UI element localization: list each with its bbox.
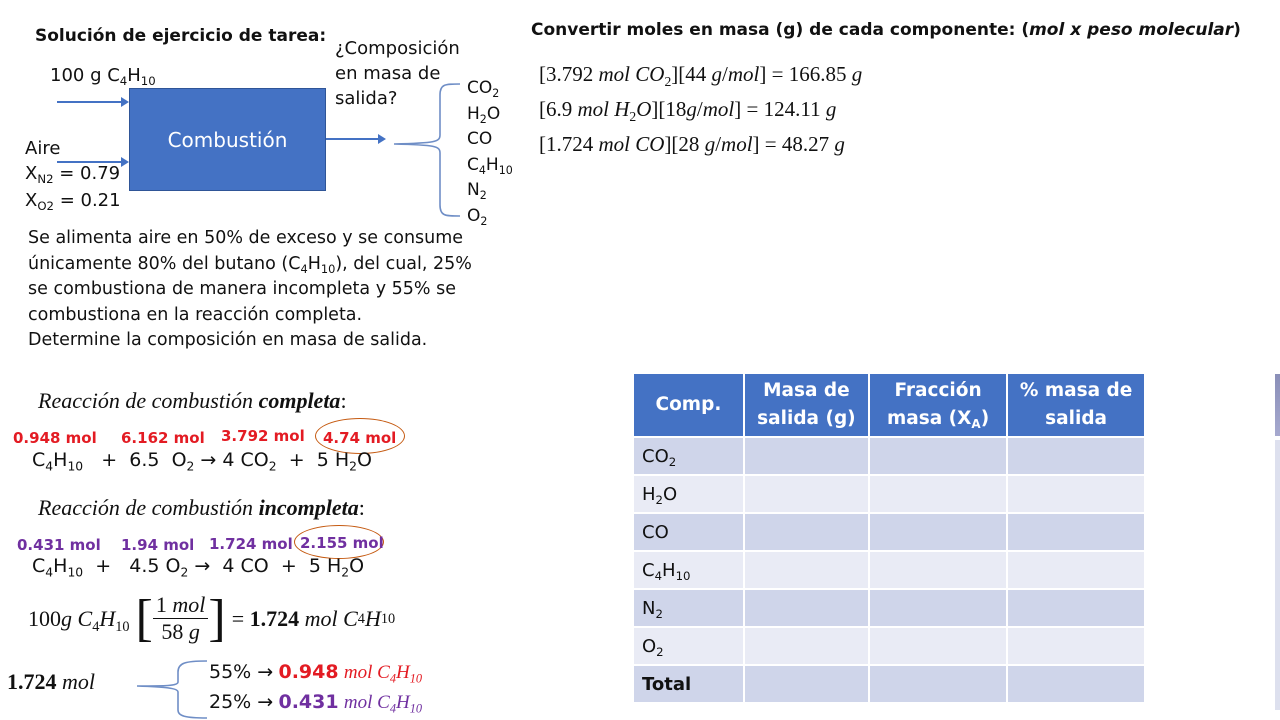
cell-fraccion xyxy=(870,552,1006,588)
cell-masa xyxy=(745,666,868,702)
outlet-n2: $N_2$ xyxy=(467,180,487,202)
combustion-box: Combustión xyxy=(129,88,326,191)
cell-porcentaje xyxy=(1008,590,1144,626)
incomplete-mol-co: 1.724 mol xyxy=(209,535,293,553)
cell-comp: $O_2$ xyxy=(634,628,743,664)
cell-fraccion xyxy=(870,628,1006,664)
incomplete-reaction-equation: $C_4H_{10} + 4.5$ $O_2 \to 4$ CO + 5 $H_2O$ xyxy=(32,555,365,580)
cell-masa xyxy=(745,476,868,512)
cell-fraccion xyxy=(870,514,1006,550)
cell-porcentaje xyxy=(1008,514,1144,550)
air-label: Aire xyxy=(25,138,61,159)
cell-masa xyxy=(745,552,868,588)
split-brace-icon xyxy=(135,658,210,720)
incomplete-mol-h2o: 2.155 mol xyxy=(300,534,384,552)
cell-fraccion xyxy=(870,476,1006,512)
table-row xyxy=(634,514,1144,550)
cell-fraccion xyxy=(870,666,1006,702)
brace-icon xyxy=(390,80,470,222)
cell-comp: $N_2$ xyxy=(634,590,743,626)
outlet-co2: $CO_2$ xyxy=(467,78,500,100)
cell-comp: Total xyxy=(634,666,743,702)
cell-porcentaje xyxy=(1008,438,1144,474)
cell-porcentaje xyxy=(1008,628,1144,664)
slide-title: Solución de ejercicio de tarea: xyxy=(35,26,327,46)
cell-masa xyxy=(745,590,868,626)
conversion-co2: [3.792 mol $CO_2][44$ g/mol] = 166.85 g xyxy=(539,62,863,89)
complete-reaction-equation: $C_4H_{10} + 6.5$ $O_2 \to 4$ $CO_2 + 5$ $H_2O$ xyxy=(32,449,372,474)
cell-porcentaje xyxy=(1008,476,1144,512)
table-header-row xyxy=(634,374,1144,436)
table-row xyxy=(634,438,1144,474)
feed-arrow-icon xyxy=(57,101,127,103)
cell-comp: $CO_2$ xyxy=(634,438,743,474)
complete-mol-h2o: 4.74 mol xyxy=(323,429,397,447)
header-masa: Masa de salida (g) xyxy=(745,374,868,436)
header-porcentaje: % masa de salida xyxy=(1008,374,1144,436)
complete-mol-c4h10: 0.948 mol xyxy=(13,429,97,447)
table-row xyxy=(634,552,1144,588)
header-comp: Comp. xyxy=(634,374,743,436)
complete-mol-o2: 6.162 mol xyxy=(121,429,205,447)
problem-statement: Se alimenta aire en 50% de exceso y se consume únicamente 80% del butano $(C_4H_{10})$, del cual, 25% se combustiona de manera incompleta y 55% se combustiona en la reacción completa. Determine la composición en masa de salida. xyxy=(28,228,472,350)
incomplete-mol-o2: 1.94 mol xyxy=(121,536,195,554)
incomplete-mol-c4h10: 0.431 mol xyxy=(17,536,101,554)
mass-composition-table xyxy=(632,372,1146,704)
outlet-arrow-icon xyxy=(326,138,384,140)
composition-question: ¿Composición en masa de salida? xyxy=(335,38,460,109)
conversion-h2o: [6.9 mol $H_2O][18g/mol] = 124.11$ g xyxy=(539,97,837,124)
feed-label: 100 g $C_4H_{10}$ xyxy=(50,65,156,89)
cell-fraccion xyxy=(870,438,1006,474)
split-25: 25% → 0.431 mol $C_4H_{10}$ xyxy=(209,691,423,716)
split-total: 1.724 mol xyxy=(7,669,95,694)
cell-comp: $H_2O$ xyxy=(634,476,743,512)
edge-artifact xyxy=(1275,374,1280,436)
conversion-co: [1.724 mol CO][28 g/mol] = 48.27 g xyxy=(539,132,845,156)
header-fraccion: Fracción masa $(X_A)$ xyxy=(870,374,1006,436)
cell-masa xyxy=(745,438,868,474)
outlet-co: CO xyxy=(467,129,493,149)
mole-calculation: 100g $C_4H_{10}$ [ 1 mol 58 g ] = 1.724 mol C 4 H 10 xyxy=(28,589,396,647)
complete-reaction-heading: Reacción de combustión completa: xyxy=(38,388,347,413)
xo2-label: $X_{O2} = 0.21$ xyxy=(25,190,121,214)
outlet-h2o: $H_2O$ xyxy=(467,103,501,126)
table-row xyxy=(634,476,1144,512)
edge-artifact xyxy=(1275,440,1280,710)
conversion-equations xyxy=(539,57,862,162)
cell-masa xyxy=(745,514,868,550)
complete-mol-co2: 3.792 mol xyxy=(221,427,305,445)
cell-masa xyxy=(745,628,868,664)
table-row xyxy=(634,628,1144,664)
table-row-total xyxy=(634,666,1144,702)
xn2-label: $X_{N2} = 0.79$ xyxy=(25,163,121,187)
split-55: 55% → 0.948 mol $C_4H_{10}$ xyxy=(209,661,423,686)
outlet-c4h10: $C_4H_{10}$ xyxy=(467,154,513,177)
cell-comp: CO xyxy=(634,514,743,550)
cell-fraccion xyxy=(870,590,1006,626)
conversion-heading: Convertir moles en masa (g) de cada componente: (mol x peso molecular) xyxy=(531,20,1241,40)
outlet-o2: $O_2$ xyxy=(467,205,488,228)
incomplete-reaction-heading: Reacción de combustión incompleta: xyxy=(38,495,365,520)
cell-porcentaje xyxy=(1008,552,1144,588)
table-row xyxy=(634,590,1144,626)
outlet-components-list xyxy=(467,76,513,229)
cell-porcentaje xyxy=(1008,666,1144,702)
cell-comp: $C_4H_{10}$ xyxy=(634,552,743,588)
